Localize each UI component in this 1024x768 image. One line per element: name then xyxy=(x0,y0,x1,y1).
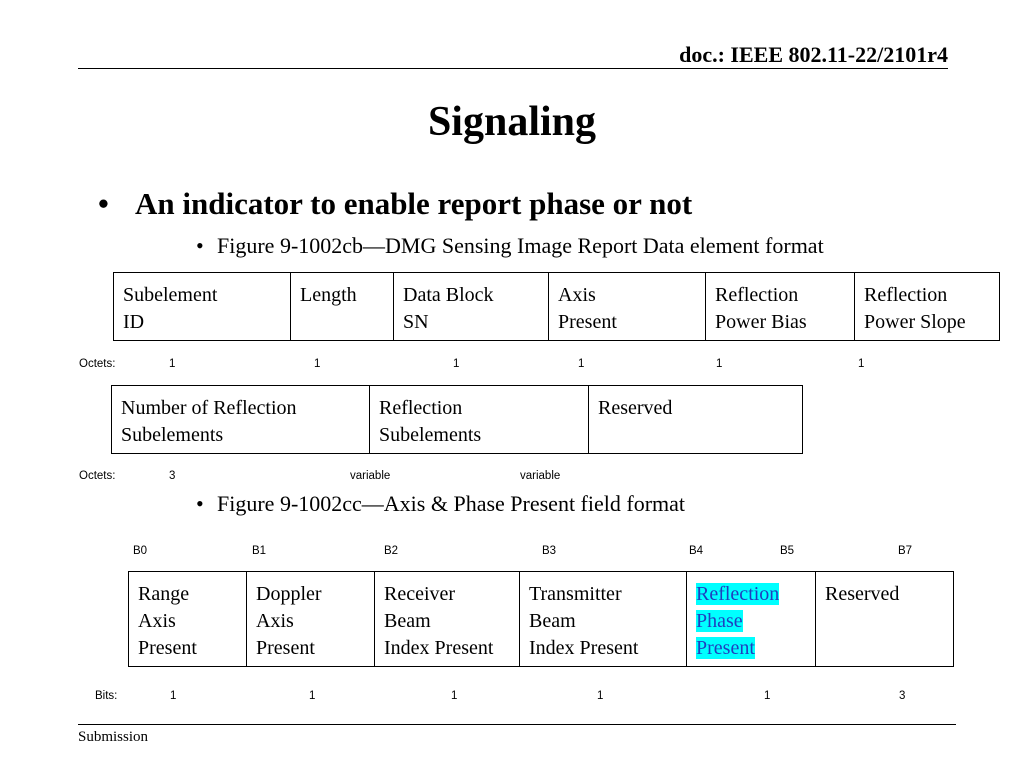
footer-rule xyxy=(78,724,956,725)
main-bullet-text: An indicator to enable report phase or not xyxy=(135,186,693,221)
octet-value: 1 xyxy=(169,358,176,370)
element-format-table-1 xyxy=(113,272,1000,341)
document-id: doc.: IEEE 802.11-22/2101r4 xyxy=(679,42,948,67)
bit-label: B1 xyxy=(252,545,267,557)
cell-subelement-id: Subelement ID xyxy=(114,273,291,341)
bit-width-value: 3 xyxy=(899,690,906,702)
cell-reserved: Reserved xyxy=(816,572,954,667)
cell-reflection-power-bias: Reflection Power Bias xyxy=(706,273,855,341)
octet-value: variable xyxy=(350,470,391,482)
bullet-marker: • xyxy=(98,186,109,221)
figure1-caption-text: Figure 9-1002cb—DMG Sensing Image Report Data element format xyxy=(217,233,824,258)
bit-label: B2 xyxy=(384,545,399,557)
highlight: Present xyxy=(696,637,755,659)
cell-reflection-power-slope: Reflection Power Slope xyxy=(855,273,1000,341)
slide-title: Signaling xyxy=(427,99,597,145)
figure2-caption-text: Figure 9-1002cc—Axis & Phase Present field format xyxy=(217,491,686,516)
octet-value: 1 xyxy=(858,358,865,370)
sub-bullet-marker: • xyxy=(196,491,204,516)
octet-value: 1 xyxy=(314,358,321,370)
main-bullet xyxy=(98,186,692,222)
octets-label-2: Octets: xyxy=(79,470,116,482)
cell-range-axis-present: Range Axis Present xyxy=(129,572,247,667)
axis-phase-present-table xyxy=(128,571,954,667)
cell-doppler-axis-present: Doppler Axis Present xyxy=(247,572,375,667)
cell-reflection-subelements: Reflection Subelements xyxy=(370,386,589,454)
octets-label-1: Octets: xyxy=(79,358,116,370)
bits-label: Bits: xyxy=(95,690,118,702)
bit-label: B3 xyxy=(542,545,557,557)
element-format-table-2 xyxy=(111,385,803,454)
highlight: Phase xyxy=(696,610,743,632)
octet-value: 1 xyxy=(578,358,585,370)
cell-reserved: Reserved xyxy=(589,386,803,454)
footer-submission: Submission xyxy=(78,729,149,745)
octet-value: 1 xyxy=(716,358,723,370)
cell-axis-present: Axis Present xyxy=(549,273,706,341)
bit-width-value: 1 xyxy=(764,690,771,702)
bit-width-value: 1 xyxy=(170,690,177,702)
sub-bullet-marker: • xyxy=(196,233,204,258)
bit-label: B0 xyxy=(133,545,148,557)
bit-label: B7 xyxy=(898,545,913,557)
cell-transmitter-beam-index-present: Transmitter Beam Index Present xyxy=(520,572,687,667)
header-rule xyxy=(78,68,948,69)
cell-data-block-sn: Data Block SN xyxy=(394,273,549,341)
cell-number-of-reflection-subelements: Number of Reflection Subelements xyxy=(112,386,370,454)
cell-length: Length xyxy=(291,273,394,341)
bit-label: B5 xyxy=(780,545,795,557)
octet-value: 3 xyxy=(169,470,176,482)
bit-width-value: 1 xyxy=(309,690,316,702)
figure1-caption xyxy=(196,233,824,259)
bit-label: B4 xyxy=(689,545,704,557)
octet-value: 1 xyxy=(453,358,460,370)
bit-width-value: 1 xyxy=(597,690,604,702)
cell-reflection-phase-present xyxy=(687,572,816,667)
bit-width-value: 1 xyxy=(451,690,458,702)
octet-value: variable xyxy=(520,470,561,482)
cell-receiver-beam-index-present: Receiver Beam Index Present xyxy=(375,572,520,667)
figure2-caption xyxy=(196,491,685,517)
highlight: Reflection xyxy=(696,583,780,605)
